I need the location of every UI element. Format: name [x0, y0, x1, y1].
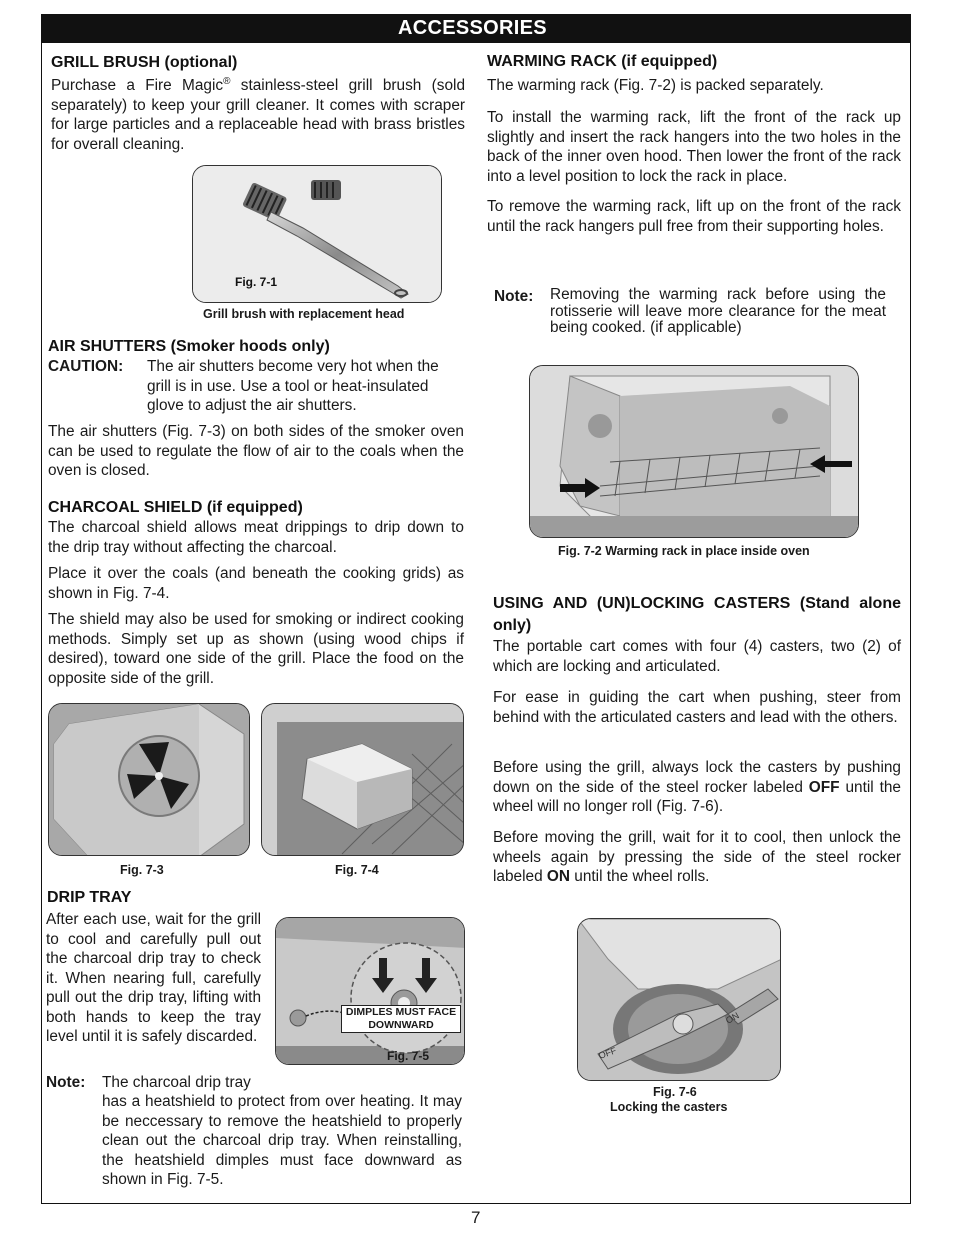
dimples-callout: DIMPLES MUST FACE DOWNWARD [341, 1005, 461, 1033]
fig-7-1-grill-brush-image [192, 165, 442, 303]
warming-rack-illustration [530, 366, 859, 538]
casters-text-1: The portable cart comes with four (4) casters, two (2) of which are locking and articulated. [493, 638, 901, 675]
charcoal-shield-heading: CHARCOAL SHIELD (if equipped) [48, 499, 303, 516]
grill-brush-text-b: stainless-steel grill brush (sold separately) to keep your grill cleaner. It comes with scraper for large particles and a replaceable head with brass bristles for overall cleaning. [51, 77, 466, 153]
grill-brush-illustration [193, 166, 442, 303]
section-title-bar [41, 14, 911, 43]
casters-text-3-a: Before using the grill, always lock the casters by pushing down on the side of the steel rocker labeled [493, 759, 901, 796]
warming-rack-heading: WARMING RACK (if equipped) [487, 53, 718, 70]
registered-mark: ® [223, 76, 231, 87]
on-label-text: ON [546, 868, 571, 885]
fig-7-4-label: Fig. 7-4 [335, 863, 379, 877]
warming-rack-text-1: The warming rack (Fig. 7-2) is packed separately. [487, 77, 824, 94]
charcoal-shield-text-3: The shield may also be used for smoking or indirect cooking methods. Simply set up as shown (using wood chips if desired), toward one side of the grill. Place the food on the opposite side of the grill. [48, 611, 464, 687]
fig-7-2-caption: Fig. 7-2 Warming rack in place inside oven [558, 544, 810, 558]
fig-7-1-caption: Grill brush with replacement head [203, 307, 405, 321]
section-title: ACCESSORIES [398, 17, 547, 39]
warming-rack-note-label: Note: [494, 288, 534, 305]
grill-brush-heading: GRILL BRUSH (optional) [51, 54, 238, 71]
casters-text-3-b: until the wheel will no longer roll (Fig. 7-6). [493, 778, 901, 815]
air-shutter-illustration [49, 704, 250, 856]
grill-brush-text-a: Purchase a Fire Magic [51, 77, 224, 95]
fig-7-6-caption: Locking the casters [610, 1100, 728, 1114]
charcoal-shield-illustration [262, 704, 464, 856]
drip-tray-note-label: Note: [46, 1074, 86, 1091]
fig-7-5-label: Fig. 7-5 [387, 1049, 430, 1063]
grill-brush-text [51, 72, 465, 154]
charcoal-shield-text-2: Place it over the coals (and beneath the cooking grids) as shown in Fig. 7-4. [48, 565, 464, 602]
drip-tray-note-text-1: The charcoal drip tray [102, 1074, 251, 1091]
drip-tray-note-text-2: has a heatshield to protect from over heating. It may be neccessary to remove the heatshield to properly clean out the charcoal drip tray. When reinstalling, the heatshield dimples must face downward as shown in Fig. 7-5. [102, 1093, 462, 1188]
casters-text-2: For ease in guiding the cart when pushing, steer from behind with the articulated casters and lead with the others. [493, 689, 901, 726]
fig-7-5-drip-tray-image [275, 917, 465, 1065]
warming-rack-text-3: To remove the warming rack, lift up on the front of the rack until the rack hangers pull free from their supporting holes. [487, 198, 901, 235]
drip-tray-text: After each use, wait for the grill to cool and carefully pull out the charcoal drip tray to check it. When nearing full, carefully pull out the drip tray, lifting with both hands to keep the tray level until it is safely discarded. [46, 911, 261, 1045]
casters-heading: USING AND (UN)LOCKING CASTERS (Stand alone only) [493, 595, 901, 634]
caster-illustration [578, 919, 781, 1081]
caution-label: CAUTION: [48, 358, 124, 375]
page-number: 7 [471, 1208, 481, 1227]
warming-rack-note-text: Removing the warming rack before using the rotisserie will leave more clearance for the meat being cooked. (if applicable) [550, 286, 886, 336]
air-shutters-heading: AIR SHUTTERS (Smoker hoods only) [48, 338, 330, 355]
fig-7-6-caster-image [577, 918, 781, 1081]
fig-7-2-warming-rack-image [529, 365, 859, 538]
caster-on-marking: ON [724, 1010, 741, 1026]
off-label-text: OFF [808, 778, 840, 796]
air-shutters-text: The air shutters (Fig. 7-3) on both sides of the smoker oven can be used to regulate the flow of air to the coals when the oven is closed. [48, 423, 464, 479]
casters-text-4-a: Before moving the grill, wait for it to cool, then unlock the wheels again by pressing the side of the steel rocker labeled [493, 829, 901, 885]
fig-7-6-label: Fig. 7-6 [653, 1085, 697, 1099]
casters-text-3 [493, 758, 901, 817]
caster-off-marking: OFF [597, 1045, 618, 1061]
warming-rack-text-2: To install the warming rack, lift the front of the rack up slightly and insert the rack hangers into the two holes in the back of the inner oven hood. Then lower the front of the rack into a level position to lock the rack in place. [487, 109, 901, 185]
drip-tray-heading: DRIP TRAY [47, 889, 132, 906]
fig-7-1-label: Fig. 7-1 [235, 275, 278, 289]
caution-text: The air shutters become very hot when the grill is in use. Use a tool or heat-insulated glove to adjust the air shutters. [147, 358, 439, 414]
drip-tray-illustration [276, 918, 465, 1065]
casters-text-4-b: until the wheel rolls. [570, 868, 710, 885]
fig-7-4-charcoal-shield-image [261, 703, 464, 856]
charcoal-shield-text-1: The charcoal shield allows meat drippings to drip down to the drip tray without affecting the charcoal. [48, 519, 464, 556]
casters-text-4 [493, 828, 901, 887]
fig-7-3-label: Fig. 7-3 [120, 863, 164, 877]
fig-7-3-air-shutter-image [48, 703, 250, 856]
